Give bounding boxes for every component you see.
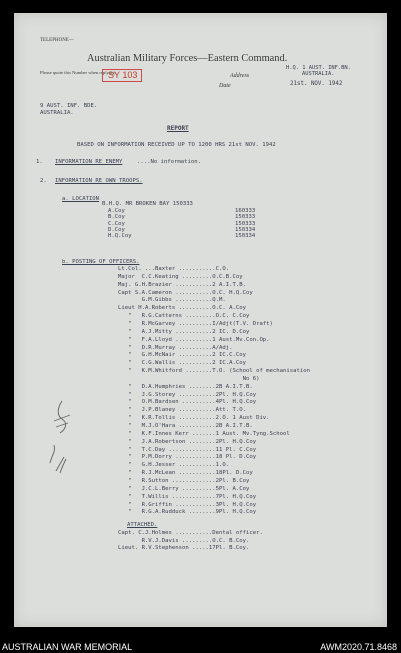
officer-row: " K.R.Tollis ...........2.O. 1 Aust Div. — [118, 415, 270, 422]
location-unit: H.Q.Coy — [108, 233, 132, 240]
officer-row: Capt S.A.Cameron ...........O.C. H.Q.Coy — [118, 289, 253, 296]
officer-row: Lt.Col. ...Baxter ...........C.O. — [118, 266, 230, 272]
reference-stamp — [102, 69, 142, 82]
date-label: Date — [219, 83, 231, 89]
officer-row: Lieut H.A.Roberts ..........O.C. A.Coy — [118, 305, 246, 312]
officer-row: " D.A.Humphries ........2B A.I.T.B. — [118, 383, 253, 390]
footer-institution: AUSTRALIAN WAR MEMORIAL — [2, 642, 133, 652]
letterhead-title: Australian Military Forces—Eastern Command. — [87, 53, 288, 64]
officer-row: " D.R.Murray ..........A/Adj. — [118, 344, 233, 351]
officers-label: b. POSTING OF OFFICERS. — [62, 259, 140, 265]
officer-row: " J.C.L.Berry ..........5Pl. A.Coy — [118, 485, 250, 492]
date-value: 21st. NOV. 1942 — [290, 81, 343, 87]
location-map-ref: 150333 — [235, 214, 256, 221]
reference-stamp-number: SY 103 — [108, 70, 138, 80]
location-unit: B.Coy — [108, 214, 125, 221]
report-heading: REPORT — [167, 125, 189, 132]
section-1-text: ....No information. — [137, 159, 201, 165]
location-map-ref: 150333 — [235, 220, 256, 227]
officer-row: " J.G.Storey ...........2Pl. H.Q.Coy — [118, 391, 257, 398]
attached-row: R.V.J.Davis .........O.C. B.Coy. — [118, 537, 250, 544]
recipient-line2: AUSTRALIA. — [40, 110, 74, 116]
section-1-heading: INFORMATION RE ENEMY — [55, 159, 123, 165]
recipient-line1: 9 AUST. INF. BDE. — [40, 103, 98, 109]
officer-row: G.M.Gibbs ...........Q.M. — [118, 297, 226, 304]
officer-row: No 6) — [118, 375, 260, 382]
location-unit: C.Coy — [108, 220, 125, 227]
location-unit: D.Coy — [108, 226, 125, 233]
officer-row: " O.M.Bardsen ..........4Pl. H.Q.Coy — [118, 399, 257, 406]
officer-row: " G.H.McNair ..........2 IC.C.Coy — [118, 352, 246, 359]
address-line1: H.Q. 1 AUST. INF.BN. — [286, 65, 351, 71]
footer-accession-number: AWM2020.71.8468 — [320, 642, 397, 652]
officer-row: " F.A.Lloyd ...........1 Aust.Mv.Con.Op. — [118, 336, 270, 343]
attached-row: Lieut. R.V.Stephenson .....17Pl. B.Coy. — [118, 545, 250, 551]
officer-row: " K.M.Whitford ........T.O. (School of mechanisation — [118, 368, 310, 375]
location-unit: A.Coy — [108, 208, 125, 214]
quote-note: Please quote this Number when replying. — [40, 70, 116, 75]
location-header-line: B.H.Q. MR BROKEN BAY 150333 — [102, 201, 193, 207]
margin-annotation-mark — [42, 393, 82, 503]
officer-row: " R.McGarvey ..........I/Adjt(T.V. Draft) — [118, 320, 273, 327]
officer-row: " P.M.Dorry ............18 Pl. D.Coy — [118, 454, 257, 461]
document-sheet — [14, 13, 387, 627]
address-label: Address — [230, 73, 250, 79]
location-map-ref: 150334 — [235, 233, 256, 240]
officer-row: " R.G.A.Rudduck ........9Pl. H.Q.Coy — [118, 509, 257, 516]
officer-row: " J.P.Blaney ...........Att. T.O. — [118, 407, 246, 414]
intro-line: BASED ON INFORMATION RECEIVED UP TO 1200 HRS 21st NOV. 1942 — [77, 142, 276, 148]
officer-row: Major C.C.Keating .........O.C.B.Coy — [118, 273, 243, 280]
location-label: a. LOCATION — [62, 196, 100, 202]
officer-row: " R.Griffin ............3Pl. H.Q.Coy — [118, 501, 257, 508]
section-1-number: 1. — [36, 159, 43, 165]
location-map-ref: 160333 — [235, 208, 256, 214]
officer-row: Maj. G.H.Brazier ...........2 A.I.T.B. — [118, 281, 246, 288]
attached-label: ATTACHED. — [127, 522, 158, 528]
officer-row: " C.G.Wallis ..........2 IC.A.Coy — [118, 360, 246, 367]
officer-row: " M.J.O'Hara ...........2B A.I.T.B. — [118, 423, 253, 429]
officer-row: " K.F.Innes Kerr .......1 Aust. Mv.Tyng.School — [118, 430, 290, 437]
section-2-number: 2. — [40, 178, 47, 184]
telephone-label: TELEPHONE— — [40, 38, 74, 43]
section-2-heading: INFORMATION RE OWN TROOPS. — [55, 178, 143, 184]
officer-row: " A.J.Mitty ...........2 IC. D.Coy — [118, 328, 250, 335]
officer-row: " G.H.Jesser ...........1.O. — [118, 462, 230, 469]
officer-row: " R.J.McLean ...........18Pl. D.Coy — [118, 470, 253, 477]
officer-row: " R.Sutton .............2Pl. B.Coy — [118, 477, 250, 484]
address-line2: AUSTRALIA. — [302, 71, 335, 77]
officer-row: " T.C.Day ..............11 Pl. C.Coy — [118, 446, 257, 453]
officer-row: " T.Willis .............7Pl. H.Q.Coy — [118, 493, 257, 500]
archive-footer — [0, 632, 401, 653]
officer-row: " J.A.Robertson ........2Pl. H.Q.Coy — [118, 438, 257, 445]
officer-row: " R.G.Catterns .........O.C. C.Coy — [118, 313, 250, 320]
location-map-ref: 150334 — [235, 226, 256, 233]
attached-row: Capt. C.J.Holmes ...........Dental officer. — [118, 530, 263, 536]
